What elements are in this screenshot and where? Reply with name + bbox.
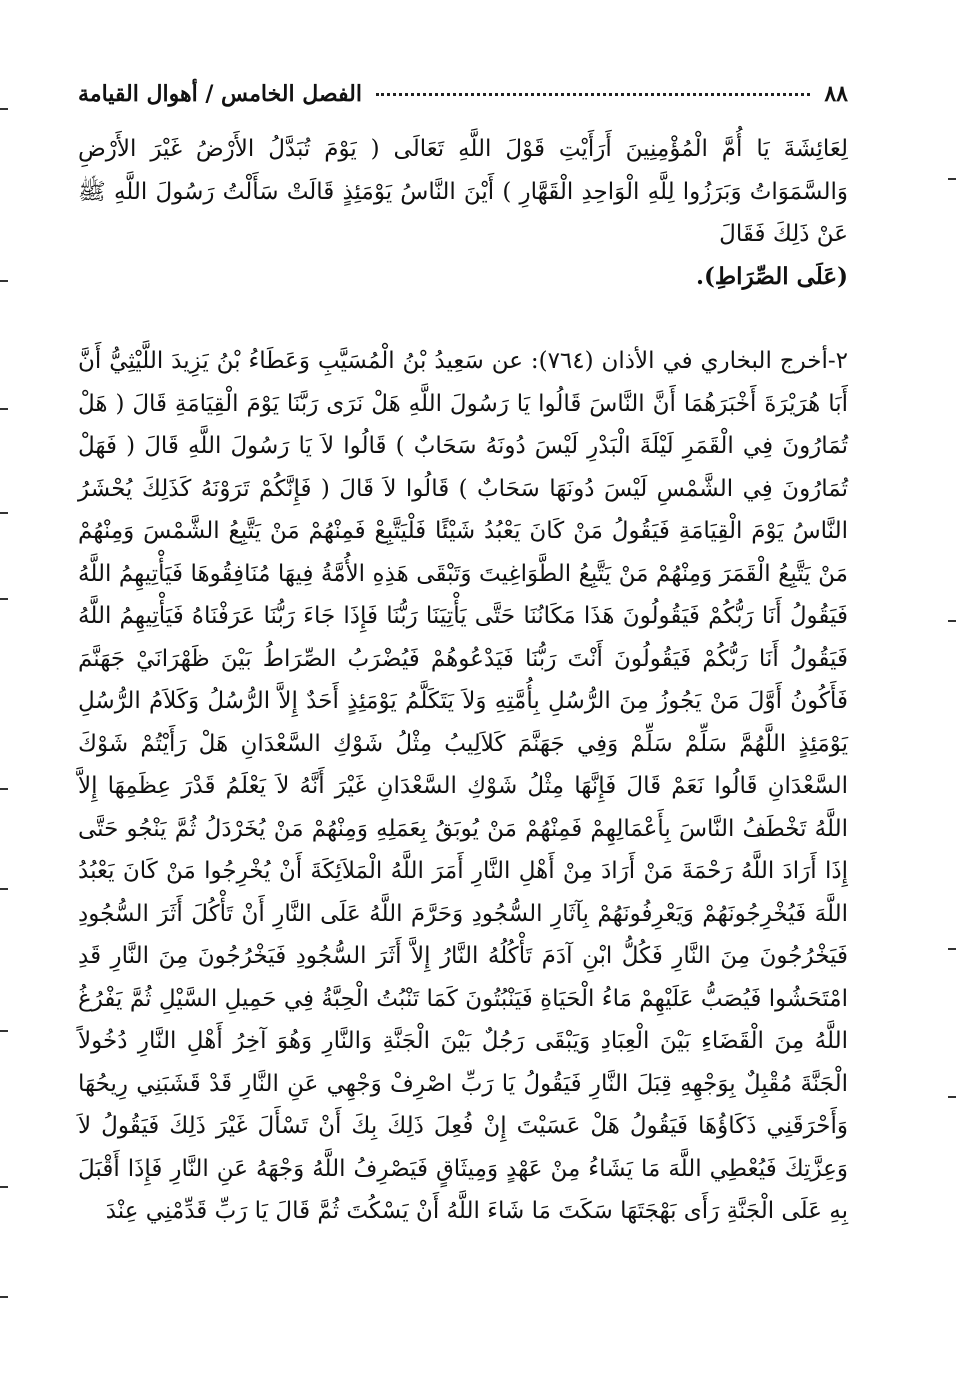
dotted-rule: [376, 93, 810, 96]
right-margin-marks: [948, 0, 968, 1392]
paragraph-closing: (عَلَى الصِّرَاطِ).: [696, 262, 848, 290]
hadith-source: ٢-أخرج البخاري في الأذان (٧٦٤): عن: [491, 348, 849, 374]
page-body: [78, 128, 848, 1233]
left-margin-marks: [0, 0, 20, 1392]
running-header: [78, 74, 848, 114]
paragraph: [78, 340, 848, 1233]
chapter-title: الفصل الخامس / أهوال القيامة: [78, 81, 362, 107]
page-number: ٨٨: [824, 81, 848, 107]
paragraph: [78, 128, 848, 298]
paragraph-text: لِعَائِشَةَ يَا أُمَّ الْمُؤْمِنِينَ أَرَأَيْتِ قَوْلَ اللَّهِ تَعَالَى ( يَوْمَ تُبَدَّلُ الأَرْضُ غَيْرَ الأَرْضِ وَالسَّمَوَاتُ وَبَرَزُوا لِلَّهِ الْوَاحِدِ الْقَهَّارِ ) أَيْنَ النَّاسُ يَوْمَئِذٍ قَالَتْ سَأَلْتُ رَسُولَ اللَّهِ ﷺ عَنْ ذَلِكَ فَقَالَ: [78, 136, 848, 247]
paragraph-text: سَعِيدُ بْنُ الْمُسَيَّبِ وَعَطَاءُ بْنُ يَزِيدَ اللَّيْثِيُّ أَنَّ أَبَا هُرَيْرَةَ أَخْبَرَهُمَا أَنَّ النَّاسَ قَالُوا يَا رَسُولَ اللَّهِ هَلْ نَرَى رَبَّنَا يَوْمَ الْقِيَامَةِ قَالَ ( هَلْ تُمَارُونَ فِي الْقَمَرِ لَيْلَةَ الْبَدْرِ لَيْسَ دُونَهُ سَحَابٌ ) قَالُوا لاَ يَا رَسُولَ اللَّهِ قَالَ ( فَهَلْ تُمَارُونَ فِي الشَّمْسِ لَيْسَ دُونَهَا سَحَابٌ ) قَالُوا لاَ قَالَ ( فَإِنَّكُمْ تَرَوْنَهُ كَذَلِكَ يُحْشَرُ النَّاسُ يَوْمَ الْقِيَامَةِ فَيَقُولُ مَنْ كَانَ يَعْبُدُ شَيْئًا فَلْيَتَّبِعْ فَمِنْهُمْ مَنْ يَتَّبِعُ الشَّمْسَ وَمِنْهُمْ مَنْ يَتَّبِعُ الْقَمَرَ وَمِنْهُمْ مَنْ يَتَّبِعُ الطَّوَاغِيتَ وَتَبْقَى هَذِهِ الأُمَّةُ فِيهَا مُنَافِقُوهَا فَيَأْتِيهِمُ اللَّهُ فَيَقُولُ أَنَا رَبُّكُمْ فَيَقُولُونَ هَذَا مَكَانُنَا حَتَّى يَأْتِيَنَا رَبُّنَا فَإِذَا جَاءَ رَبُّنَا عَرَفْنَاهُ فَيَأْتِيهِمُ اللَّهُ فَيَقُولُ أَنَا رَبُّكُمْ فَيَقُولُونَ أَنْتَ رَبُّنَا فَيَدْعُوهُمْ فَيُضْرَبُ الصِّرَاطُ بَيْنَ ظَهْرَانَيْ جَهَنَّمَ فَأَكُونُ أَوَّلَ مَنْ يَجُوزُ مِنَ الرُّسُلِ بِأُمَّتِهِ وَلاَ يَتَكَلَّمُ يَوْمَئِذٍ أَحَدٌ إِلاَّ الرُّسُلُ وَكَلاَمُ الرُّسُلِ يَوْمَئِذٍ اللَّهُمَّ سَلِّمْ سَلِّمْ وَفِي جَهَنَّمَ كَلاَلِيبُ مِثْلُ شَوْكِ السَّعْدَانِ هَلْ رَأَيْتُمْ شَوْكَ السَّعْدَانِ قَالُوا نَعَمْ قَالَ فَإِنَّهَا مِثْلُ شَوْكِ السَّعْدَانِ غَيْرَ أَنَّهُ لاَ يَعْلَمُ قَدْرَ عِظَمِهَا إِلاَّ اللَّهُ تَخْطَفُ النَّاسَ بِأَعْمَالِهِمْ فَمِنْهُمْ مَنْ يُوبَقُ بِعَمَلِهِ وَمِنْهُمْ مَنْ يُخَرْدَلُ ثُمَّ يَنْجُو حَتَّى إِذَا أَرَادَ اللَّهُ رَحْمَةَ مَنْ أَرَادَ مِنْ أَهْلِ النَّارِ أَمَرَ اللَّهُ الْمَلاَئِكَةَ أَنْ يُخْرِجُوا مَنْ كَانَ يَعْبُدُ اللَّهَ فَيُخْرِجُونَهُمْ وَيَعْرِفُونَهُمْ بِآثَارِ السُّجُودِ وَحَرَّمَ اللَّهُ عَلَى النَّارِ أَنْ تَأْكُلَ أَثَرَ السُّجُودِ فَيَخْرُجُونَ مِنَ النَّارِ فَكُلُّ ابْنِ آدَمَ تَأْكُلُهُ النَّارُ إِلاَّ أَثَرَ السُّجُودِ فَيَخْرُجُونَ مِنَ النَّارِ قَدِ امْتَحَشُوا فَيُصَبُّ عَلَيْهِمْ مَاءُ الْحَيَاةِ فَيَنْبُتُونَ كَمَا تَنْبُتُ الْحِبَّةُ فِي حَمِيلِ السَّيْلِ ثُمَّ يَفْرُغُ اللَّهُ مِنَ الْقَضَاءِ بَيْنَ الْعِبَادِ وَيَبْقَى رَجُلٌ بَيْنَ الْجَنَّةِ وَالنَّارِ وَهُوَ آخِرُ أَهْلِ النَّارِ دُخُولاً الْجَنَّةَ مُقْبِلٌ بِوَجْهِهِ قِبَلَ النَّارِ فَيَقُولُ يَا رَبِّ اصْرِفْ وَجْهِي عَنِ النَّارِ قَدْ قَشَبَنِي رِيحُهَا وَأَحْرَقَنِي ذَكَاؤُهَا فَيَقُولُ هَلْ عَسَيْتَ إِنْ فُعِلَ ذَلِكَ بِكَ أَنْ تَسْأَلَ غَيْرَ ذَلِكَ فَيَقُولُ لاَ وَعِزَّتِكَ فَيُعْطِي اللَّهَ مَا يَشَاءُ مِنْ عَهْدٍ وَمِيثَاقٍ فَيَصْرِفُ اللَّهُ وَجْهَهُ عَنِ النَّارِ فَإِذَا أَقْبَلَ بِهِ عَلَى الْجَنَّةِ رَأَى بَهْجَتَهَا سَكَتَ مَا شَاءَ اللَّهُ أَنْ يَسْكُتَ ثُمَّ قَالَ يَا رَبِّ قَدِّمْنِي عِنْدَ: [78, 348, 848, 1224]
